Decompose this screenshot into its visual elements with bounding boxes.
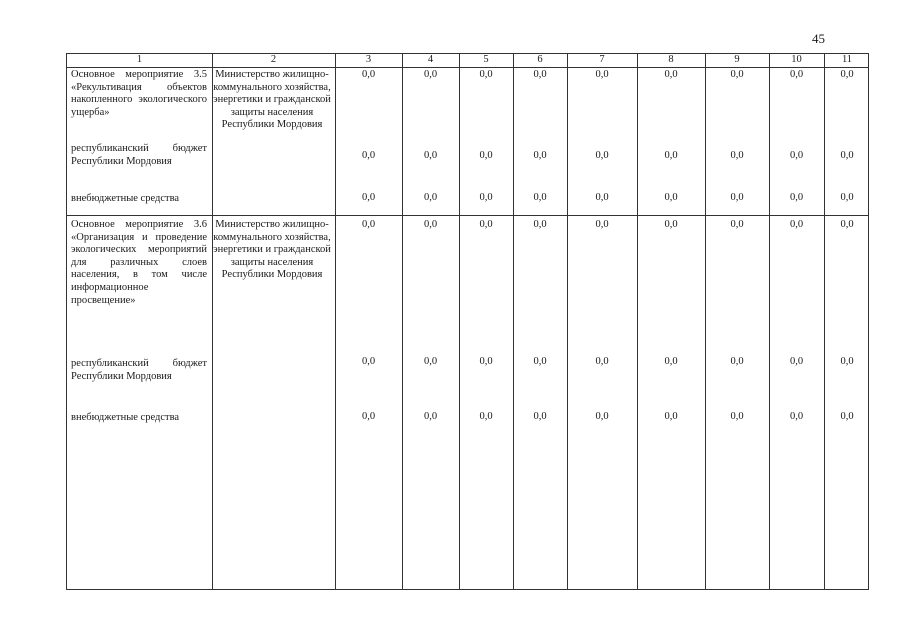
value-cell: 0,0 xyxy=(361,219,376,230)
value-cell: 0,0 xyxy=(533,192,547,203)
page-number: 45 xyxy=(812,31,825,46)
value-cell: 0,0 xyxy=(361,411,376,422)
value-cell: 0,0 xyxy=(730,150,744,161)
value-cell: 0,0 xyxy=(479,356,493,367)
funding-source-label: республиканский бюджет Республики Мордовия xyxy=(71,143,207,167)
row-divider xyxy=(67,215,868,216)
value-cell: 0,0 xyxy=(361,150,376,161)
value-cell: 0,0 xyxy=(730,69,744,80)
column-divider xyxy=(769,54,770,589)
executor-name: Министерство жилищно-коммунального хозяйства, энергетики и гражданской защиты населения Республики Мордовия xyxy=(213,69,331,131)
column-divider xyxy=(402,54,403,589)
value-cell: 0,0 xyxy=(479,69,493,80)
value-cell: 0,0 xyxy=(533,356,547,367)
header-cell: 9 xyxy=(734,54,740,65)
financing-table xyxy=(66,53,869,590)
value-cell: 0,0 xyxy=(595,356,609,367)
funding-source-label: внебюджетные средства xyxy=(71,412,180,423)
value-cell: 0,0 xyxy=(730,411,744,422)
value-cell: 0,0 xyxy=(789,219,804,230)
value-cell: 0,0 xyxy=(664,411,678,422)
activity-title: Основное мероприятие 3.5 «Рекультивация объектов накопленного экологического ущерба» xyxy=(71,69,207,118)
value-cell: 0,0 xyxy=(533,69,547,80)
value-cell: 0,0 xyxy=(423,69,438,80)
header-cell: 3 xyxy=(365,54,372,65)
value-cell: 0,0 xyxy=(595,411,609,422)
column-divider xyxy=(335,54,336,589)
funding-source-label: внебюджетные средства xyxy=(71,193,180,204)
value-cell: 0,0 xyxy=(840,150,854,161)
value-cell: 0,0 xyxy=(479,150,493,161)
value-cell: 0,0 xyxy=(595,219,609,230)
value-cell: 0,0 xyxy=(840,411,854,422)
value-cell: 0,0 xyxy=(595,69,609,80)
value-cell: 0,0 xyxy=(789,411,804,422)
value-cell: 0,0 xyxy=(423,356,438,367)
executor-name: Министерство жилищно-коммунального хозяйства, энергетики и гражданской защиты населения Республики Мордовия xyxy=(213,219,331,281)
funding-source-label: республиканский бюджет Республики Мордовия xyxy=(71,358,207,382)
header-cell: 8 xyxy=(668,54,674,65)
value-cell: 0,0 xyxy=(664,192,678,203)
value-cell: 0,0 xyxy=(361,192,376,203)
value-cell: 0,0 xyxy=(730,219,744,230)
column-divider xyxy=(824,54,825,589)
value-cell: 0,0 xyxy=(664,219,678,230)
value-cell: 0,0 xyxy=(840,219,854,230)
value-cell: 0,0 xyxy=(664,69,678,80)
value-cell: 0,0 xyxy=(423,411,438,422)
value-cell: 0,0 xyxy=(361,69,376,80)
header-cell: 10 xyxy=(791,54,802,65)
value-cell: 0,0 xyxy=(423,219,438,230)
value-cell: 0,0 xyxy=(789,356,804,367)
header-divider xyxy=(67,67,868,68)
value-cell: 0,0 xyxy=(479,192,493,203)
value-cell: 0,0 xyxy=(789,69,804,80)
value-cell: 0,0 xyxy=(423,192,438,203)
value-cell: 0,0 xyxy=(840,192,854,203)
value-cell: 0,0 xyxy=(730,356,744,367)
value-cell: 0,0 xyxy=(361,356,376,367)
value-cell: 0,0 xyxy=(789,150,804,161)
column-divider xyxy=(459,54,460,589)
header-cell: 5 xyxy=(483,54,489,65)
column-divider xyxy=(212,54,213,589)
header-cell: 6 xyxy=(537,54,543,65)
column-divider xyxy=(513,54,514,589)
value-cell: 0,0 xyxy=(664,356,678,367)
value-cell: 0,0 xyxy=(533,150,547,161)
value-cell: 0,0 xyxy=(479,411,493,422)
value-cell: 0,0 xyxy=(595,192,609,203)
value-cell: 0,0 xyxy=(423,150,438,161)
activity-title: Основное мероприятие 3.6 «Организация и проведение экологических мероприятий для различных слоев населения, в том числе информационное просвещение» xyxy=(71,219,207,306)
header-cell: 11 xyxy=(841,54,853,65)
value-cell: 0,0 xyxy=(533,411,547,422)
column-divider xyxy=(567,54,568,589)
value-cell: 0,0 xyxy=(840,69,854,80)
value-cell: 0,0 xyxy=(595,150,609,161)
value-cell: 0,0 xyxy=(533,219,547,230)
value-cell: 0,0 xyxy=(789,192,804,203)
column-divider xyxy=(637,54,638,589)
column-divider xyxy=(705,54,706,589)
header-cell: 1 xyxy=(136,54,143,65)
value-cell: 0,0 xyxy=(479,219,493,230)
header-cell: 2 xyxy=(270,54,277,65)
header-cell: 4 xyxy=(427,54,434,65)
value-cell: 0,0 xyxy=(840,356,854,367)
value-cell: 0,0 xyxy=(730,192,744,203)
header-cell: 7 xyxy=(599,54,605,65)
value-cell: 0,0 xyxy=(664,150,678,161)
